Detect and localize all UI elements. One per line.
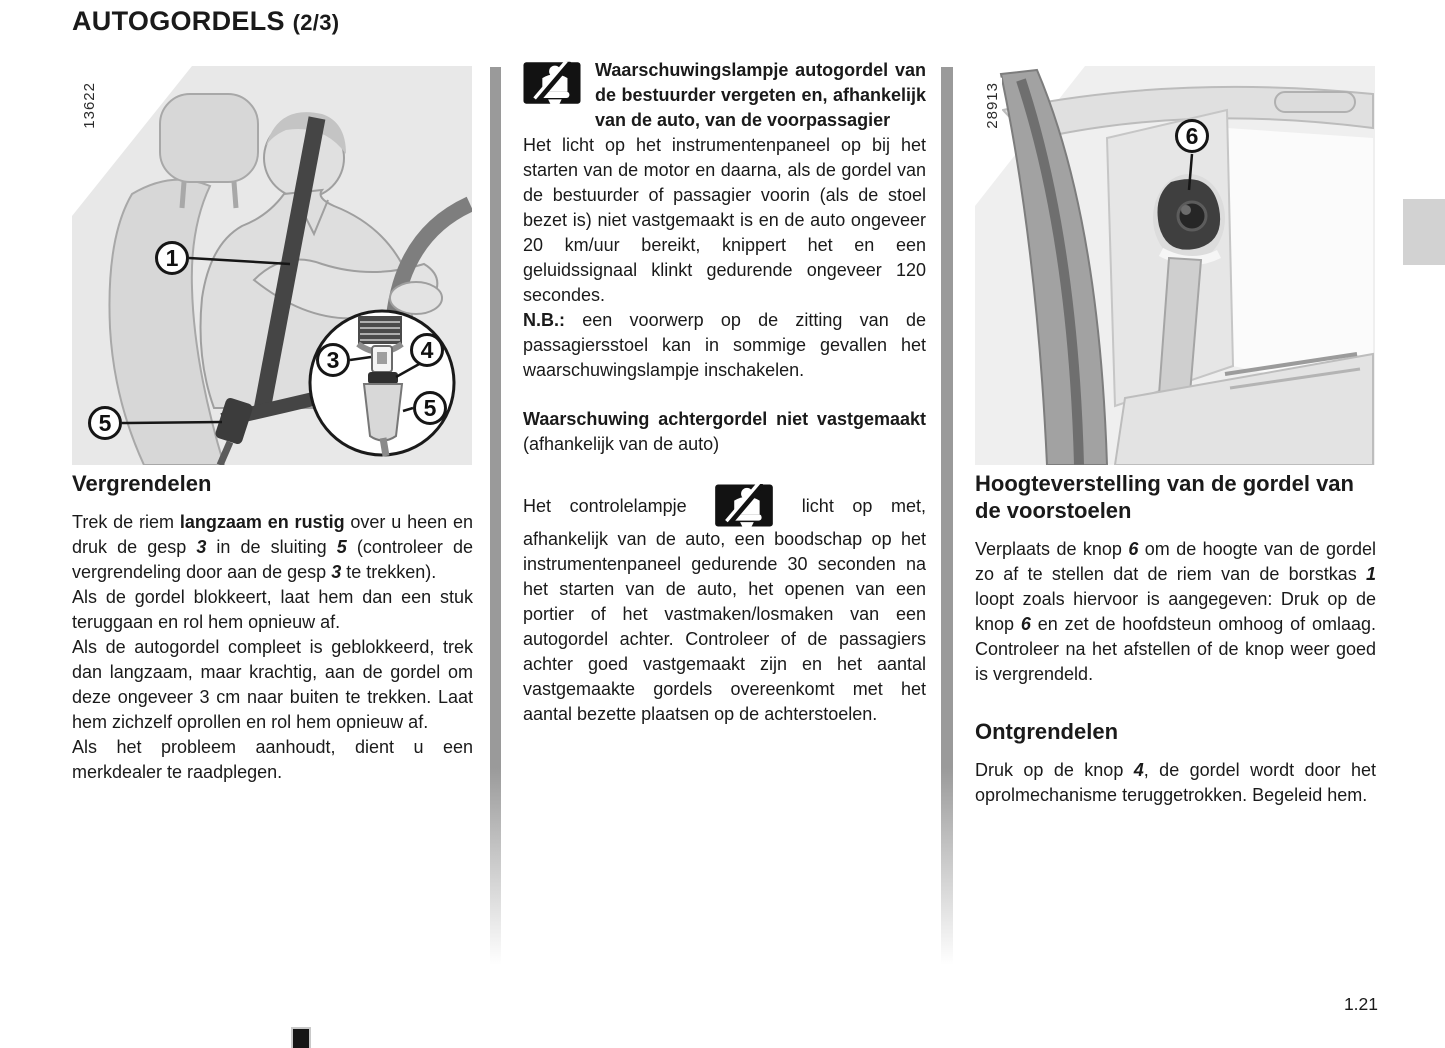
callout-4-release-button: 4 [410,333,444,367]
section-heading-ontgrendelen: Ontgrendelen [975,719,1119,744]
warning-heading-text: Waarschuwingslampje autogordel van de bestuurder vergeten en, afhankelijk van de auto, van de voorpassagier [595,60,926,130]
section-heading-vergrendelen: Vergrendelen [72,471,212,496]
middle-column [523,58,926,727]
callout-1-shoulder-belt: 1 [155,241,189,275]
callout-6-height-adjuster: 6 [1175,119,1209,153]
page-title-suffix: (2/3) [292,10,340,35]
print-registration-mark [291,1027,311,1048]
paragraph: Als het probleem aanhoudt, dient u een merkdealer te raadplegen. [72,737,473,782]
callout-5-buckle-inset: 5 [413,391,447,425]
subheading-rear-belt-warning: Waarschuwing achtergordel niet vastgemaakt (afhankelijk van de auto) [523,409,926,454]
paragraph: Als de gordel blokkeert, laat hem dan een stuk teruggaan en rol hem opnieuw af. [72,587,473,632]
right-column [975,470,1376,808]
figure-id-label: 28913 [983,78,1002,133]
callout-5-buckle: 5 [88,406,122,440]
seatbelt-driver-illustration [72,66,472,465]
left-column [72,470,473,785]
paragraph: Het licht op het instrumentenpaneel op bij het starten van de motor en daarna, als de gordel van de bestuurder of passagier voorin (als de stoel bezet is) niet vastgemaakt is en de auto ongeveer 20 km/uur bereikt, knippert het en een geluidssignaal klinkt gedurende ongeveer 120 secondes. [523,135,926,305]
page-title [72,6,339,37]
paragraph-nb: N.B.: een voorwerp op de zitting van de passagiersstoel kan in sommige gevallen het waarschuwingslampje inschakelen. [523,310,926,380]
paragraph: Druk op de knop 4, de gordel wordt door het oprolmechanisme teruggetrokken. Begeleid hem. [975,760,1376,805]
page-number: 1.21 [1343,994,1378,1014]
callout-3-tongue: 3 [316,343,350,377]
belt-height-adjuster-illustration [975,66,1375,465]
seatbelt-warning-icon [714,484,774,527]
chapter-edge-tab [1403,199,1445,265]
paragraph: Als de autogordel compleet is geblokkeerd, trek dan langzaam, maar krachtig, aan de gordel om deze ongeveer 3 cm naar buiten te trekken. Laat hem zichzelf oprollen en rol hem opnieuw af. [72,637,473,732]
page-title-main: AUTOGORDELS [72,6,285,36]
figure-belt-height-adjuster [975,66,1375,465]
seatbelt-warning-icon [523,61,581,105]
figure-seatbelt-driver [72,66,472,465]
column-divider [490,67,501,965]
paragraph: Trek de riem langzaam en rustig over u heen en druk de gesp 3 in de sluiting 5 (controleer de vergrendeling door aan de gesp 3 te trekken). [72,512,473,582]
column-divider [941,67,953,965]
section-heading-hoogteverstelling: Hoogteverstelling van de gordel van de voorstoelen [975,471,1354,523]
paragraph-with-telltale: Het controlelampje licht op met, afhankelijk van de auto, een boodschap op het instrumentenpaneel gedurende 30 seconden na het starten van de auto, het openen van een portier of het vastmaken/losmaken van een autogordel achter. Controleer of de passagiers achter goed vastgemaakt zijn en het aantal vastgemaakte gordels overeenkomt met het aantal bezette plaatsen op de achterstoelen. [523,484,926,727]
warning-heading [523,58,926,133]
paragraph: Verplaats de knop 6 om de hoogte van de gordel zo af te stellen dat de riem van de borstkas 1 loopt zoals hiervoor is aangegeven: Druk op de knop 6 en zet de hoofdsteun omhoog of omlaag. Controleer na het afstellen of de knop weer goed is vergrendeld. [975,539,1376,684]
figure-id-label: 13622 [80,78,99,133]
